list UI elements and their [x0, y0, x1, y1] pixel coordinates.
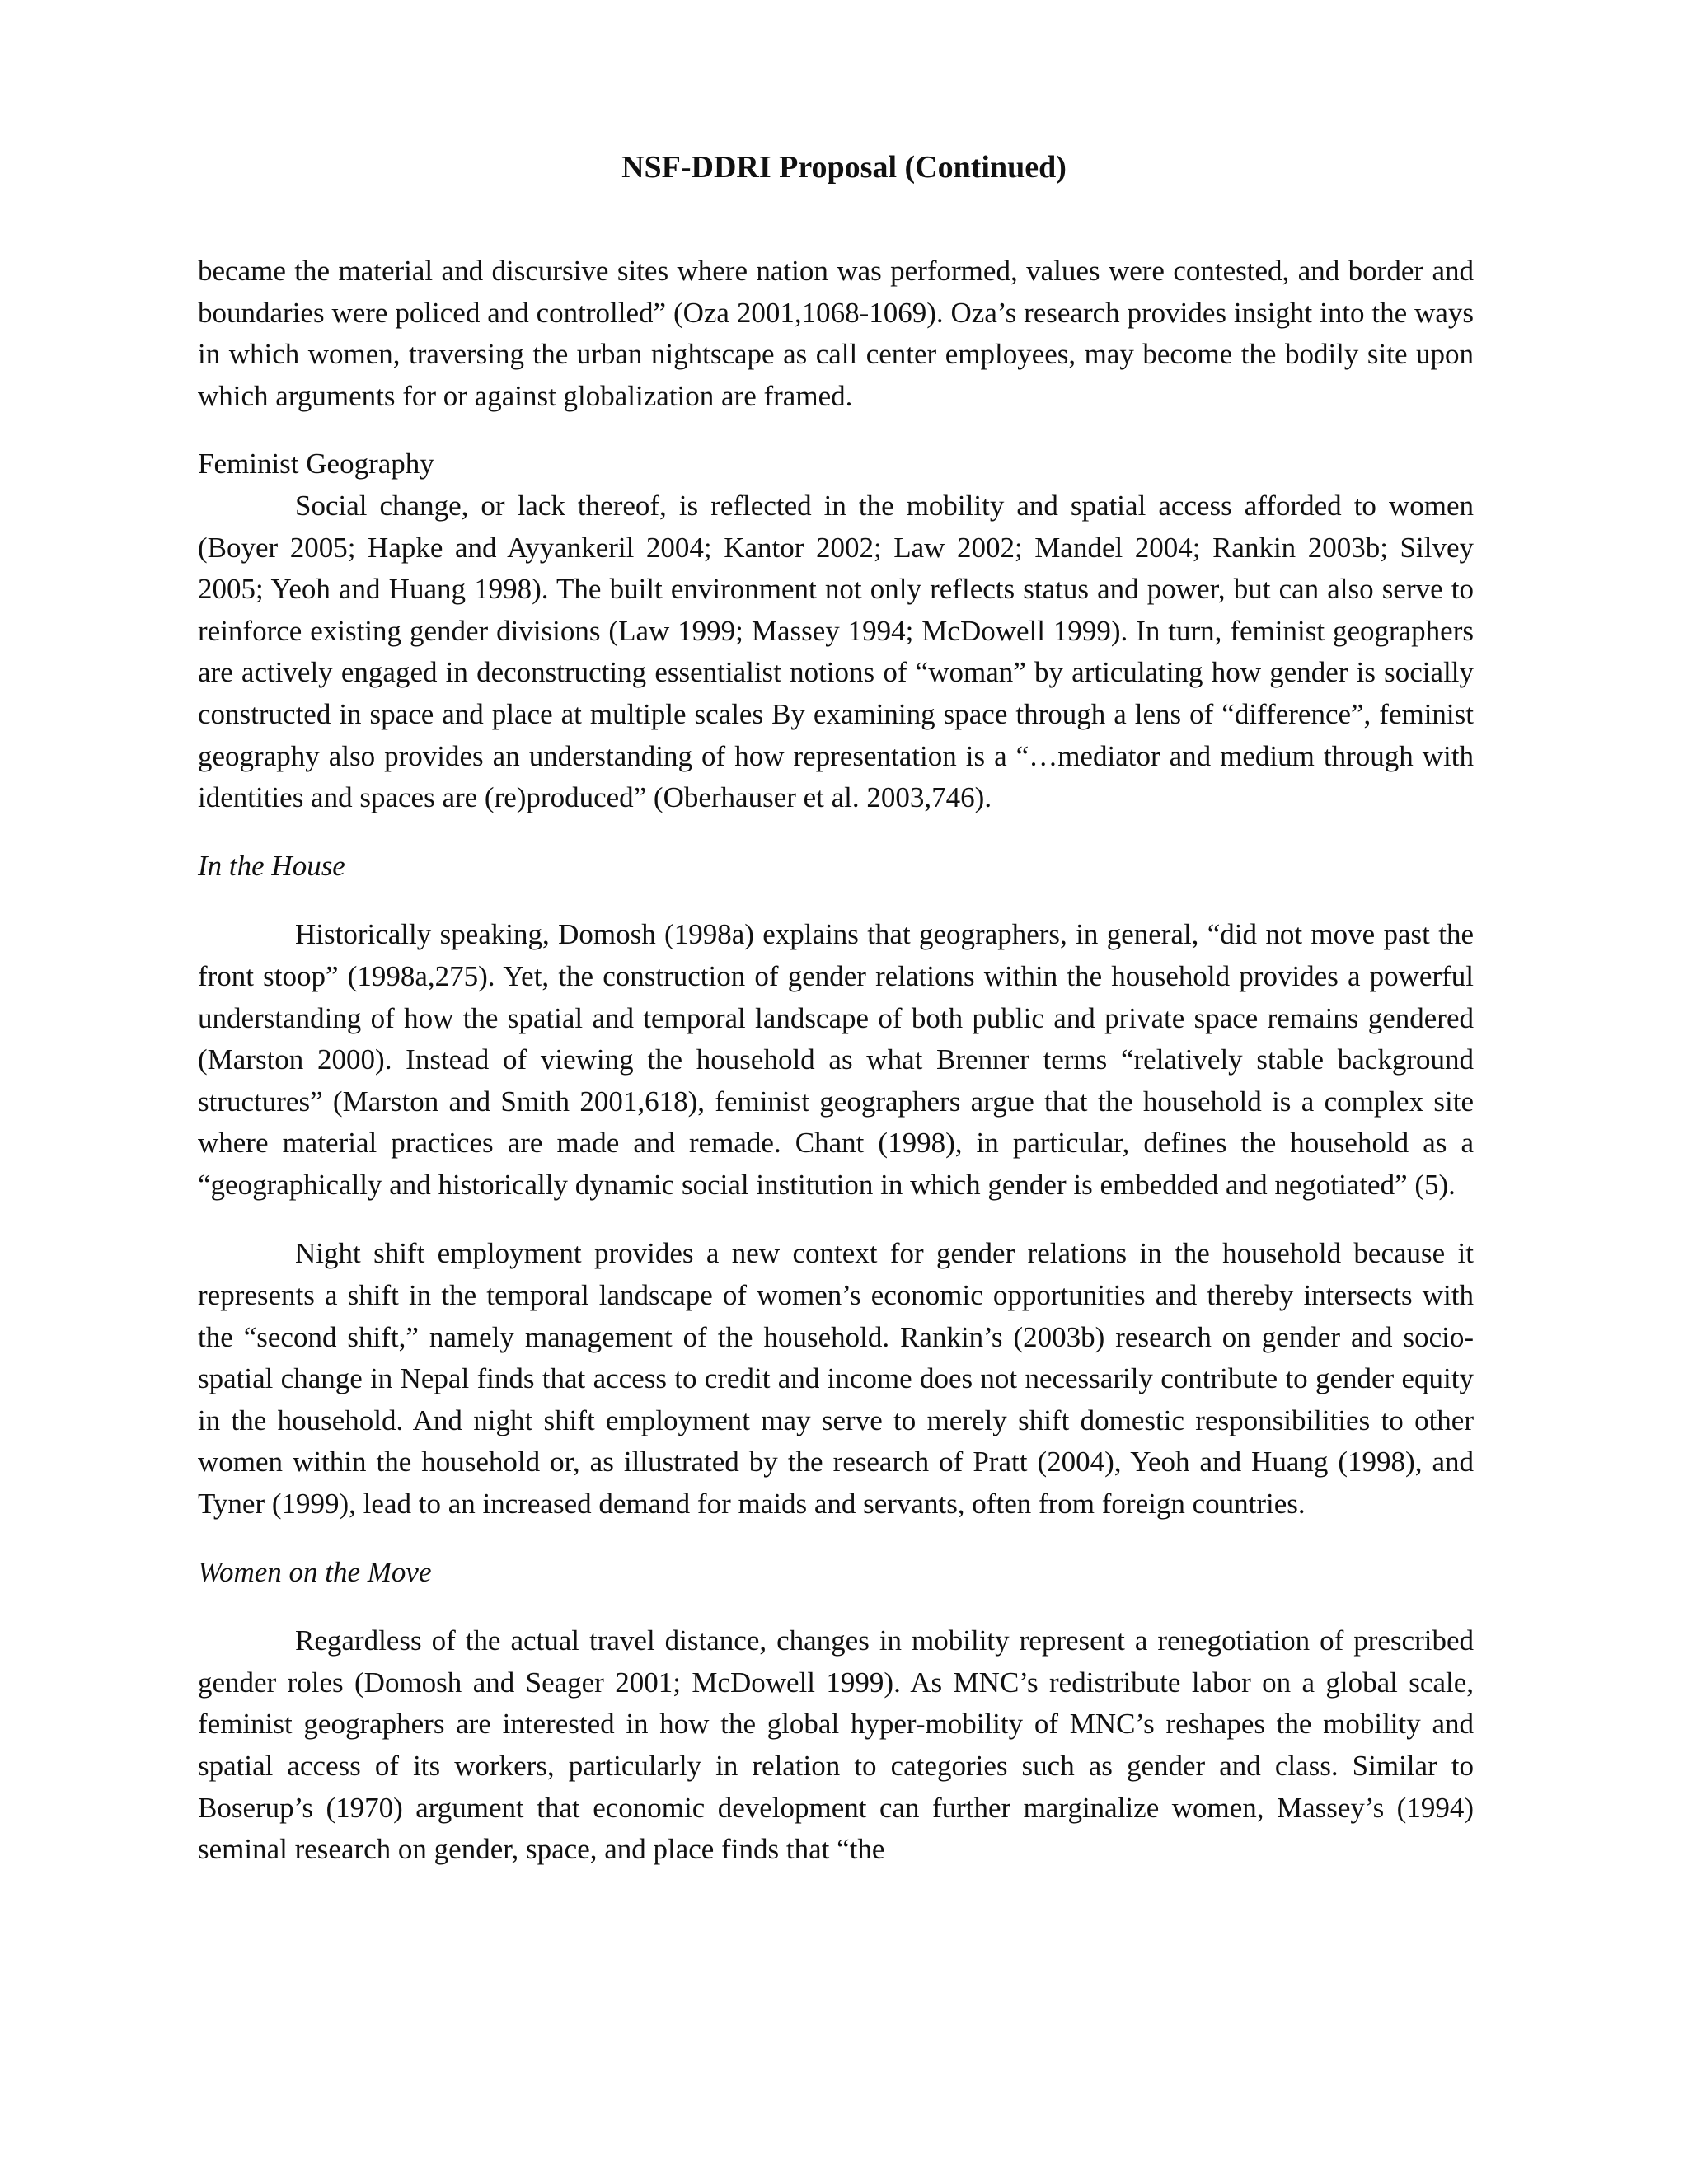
paragraph-historically-speaking: Historically speaking, Domosh (1998a) explains that geographers, in general, “did not move past the front stoop” (1998a,275). Yet, the construction of gender relations within the household provides a powerful understanding of how the spatial and temporal landscape of both public and private space remains gendered (Marston 2000). Instead of viewing the household as what Brenner terms “relatively stable background structures” (Marston and Smith 2001,618), feminist geographers argue that the household is a complex site where material practices are made and remade. Chant (1998), in particular, defines the household as a “geographically and historically dynamic social institution in which gender is embedded and negotiated” (5).: [198, 918, 1474, 1201]
paragraph-oza-continued: became the material and discursive sites where nation was performed, values were contested, and border and boundaries were policed and controlled” (Oza 2001,1068-1069). Oza’s research provides insight into the ways in which women, traversing the urban nightscape as call center employees, may become the bodily site upon which arguments for or against globalization are framed.: [198, 255, 1474, 412]
section-heading-feminist-geography: Feminist Geography: [198, 448, 434, 480]
section-heading-in-the-house: In the House: [198, 849, 345, 882]
page-title: NSF-DDRI Proposal (Continued): [621, 150, 1067, 185]
paragraph-social-change: Social change, or lack thereof, is reflected in the mobility and spatial access afforded to women (Boyer 2005; Hapke and Ayyankeril 2004; Kantor 2002; Law 2002; Mandel 2004; Rankin 2003b; Silvey 2005; Yeoh and Huang 1998). The built environment not only reflects status and power, but can also serve to reinforce existing gender divisions (Law 1999; Massey 1994; McDowell 1999). In turn, feminist geographers are actively engaged in deconstructing essentialist notions of “woman” by articulating how gender is socially constructed in space and place at multiple scales By examining space through a lens of “difference”, feminist geography also provides an understanding of how representation is a “…mediator and medium through with identities and spaces are (re)produced” (Oberhauser et al. 2003,746).: [198, 489, 1474, 814]
paragraph-regardless: Regardless of the actual travel distance, changes in mobility represent a renegotiation of prescribed gender roles (Domosh and Seager 2001; McDowell 1999). As MNC’s redistribute labor on a global scale, feminist geographers are interested in how the global hyper-mobility of MNC’s reshapes the mobility and spatial access of its workers, particularly in relation to categories such as gender and class. Similar to Boserup’s (1970) argument that economic development can further marginalize women, Massey’s (1994) seminal research on gender, space, and place finds that “the: [198, 1624, 1474, 1866]
paragraph-night-shift: Night shift employment provides a new context for gender relations in the household because it represents a shift in the temporal landscape of women’s economic opportunities and thereby intersects with the “second shift,” namely management of the household. Rankin’s (2003b) research on gender and socio-spatial change in Nepal finds that access to credit and income does not necessarily contribute to gender equity in the household. And night shift employment may serve to merely shift domestic responsibilities to other women within the household or, as illustrated by the research of Pratt (2004), Yeoh and Huang (1998), and Tyner (1999), lead to an increased demand for maids and servants, often from foreign countries.: [198, 1237, 1474, 1521]
document-body: [198, 251, 1474, 1871]
section-heading-women-on-the-move: Women on the Move: [198, 1555, 432, 1588]
